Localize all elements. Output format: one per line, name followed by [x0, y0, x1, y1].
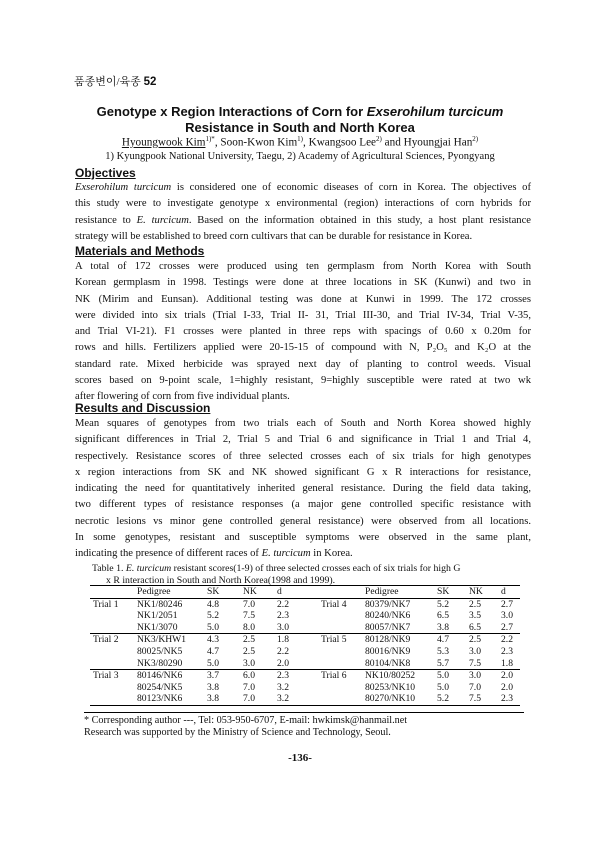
footnote-funding: Research was supported by the Ministry of Science and Technology, Seoul.: [84, 727, 391, 738]
table-cell: 5.0: [437, 670, 449, 682]
author-2-mark: 1): [297, 135, 304, 143]
materials-body: [75, 259, 531, 406]
author-4-mark: 2): [472, 135, 479, 143]
table-cell: d: [498, 586, 520, 599]
table-cell: 4.7: [437, 634, 449, 646]
table-cell: 2.5: [469, 598, 481, 610]
table-cell: 5.7: [434, 658, 466, 670]
table-cell: 5.2: [207, 610, 219, 622]
table-cell: SK: [204, 586, 240, 599]
table-cell: NK3/80290: [134, 658, 204, 670]
table-cell: 3.8: [207, 681, 219, 693]
table-cell: 7.0: [469, 681, 481, 693]
materials-line: rows and hills. Fertilizers applied were 20-15-15 of compound with N, P₂O₅ and K₂O at the: [75, 342, 531, 354]
table-cell: 3.0: [469, 670, 481, 682]
table-cell: 3.0: [274, 622, 318, 634]
table-cell: 2.2: [277, 645, 289, 657]
table-cell: 7.5: [466, 693, 498, 705]
table-row: [90, 622, 520, 634]
table-cell: [318, 610, 362, 622]
table-cell: SK: [434, 586, 466, 599]
table-cell: NK1/2051: [137, 610, 178, 622]
table-cell: 6.0: [243, 670, 255, 682]
table-cell: 80379/NK7: [365, 598, 411, 610]
materials-line: NK (Mirim and Eunsan). Additional testing was done at Kunwi in 1999. The 172 crosses: [75, 293, 531, 305]
table-cell: 2.5: [243, 645, 255, 657]
table-cell: 80016/NK9: [365, 645, 411, 657]
table-cell: [90, 646, 134, 658]
table-cell: 80253/NK10: [365, 681, 416, 693]
table-cell: 1.8: [277, 634, 289, 646]
table-cell: 6.5: [466, 622, 498, 634]
table-cell: 1.8: [498, 658, 520, 670]
line-text: resistance to: [75, 214, 137, 226]
table-cell: 5.2: [437, 598, 449, 610]
table-cell: 3.8: [204, 693, 240, 705]
table-cell: 7.5: [466, 658, 498, 670]
table-cell: 2.7: [501, 598, 513, 610]
table-cell: [90, 682, 134, 694]
table-cell: 5.0: [204, 622, 240, 634]
table-cell: [90, 658, 134, 670]
table-cell: 7.0: [243, 598, 255, 610]
table-row: [90, 610, 520, 622]
table-cell: [318, 658, 362, 670]
line-text: . Based on the information obtained in this study, a host plant resistance: [188, 214, 531, 226]
affiliations: 1) Kyungpook National University, Taegu, 2) Academy of Agricultural Sciences, Pyongyang: [105, 151, 495, 162]
author-3-mark: 2): [376, 135, 382, 143]
table-cell: [90, 693, 134, 705]
table-cell: 80240/NK6: [365, 610, 411, 622]
table-cell: NK1/80246: [137, 598, 183, 610]
objectives-body: [75, 180, 531, 245]
objectives-line: [75, 180, 531, 196]
author-1-mark: 1)*: [205, 135, 215, 143]
table-cell: 7.0: [240, 693, 274, 705]
table-cell: 3.2: [274, 693, 318, 705]
table-row: [90, 670, 520, 682]
species-name: E. turcicum: [136, 214, 189, 226]
table-cell: NK1/3070: [134, 622, 204, 634]
footnote-rule: [84, 712, 524, 713]
materials-line: were divided into six trials (Trial I-33, Trial II- 31, Trial III-30, and Trial IV-34, Trial V-35,: [75, 309, 531, 321]
header-korean: 품종변이/육종: [74, 76, 141, 88]
title-species: Exserohilum turcicum: [366, 104, 504, 119]
line-text: is considered one of economic diseases of corn in Korea. The objectives of: [171, 182, 531, 193]
table-cell: 2.3: [498, 693, 520, 705]
footnote-author: * Corresponding author ---, Tel: 053-950-6707, E-mail: hwkimsk@hanmail.net: [84, 715, 408, 726]
table-row: [90, 682, 520, 694]
materials-line: A total of 172 crosses were produced using ten germplasm from North Korea with South: [75, 261, 531, 272]
results-line: x region interactions from SK and NK showed significant G x R interactions for resistance,: [75, 466, 531, 478]
table-cell: Trial 1: [93, 598, 119, 610]
table-caption: [92, 563, 532, 586]
table-cell: Pedigree: [362, 586, 434, 599]
caption-text: Table 1.: [92, 563, 126, 574]
table-cell: 7.5: [243, 610, 255, 622]
title-line1: Genotype x Region Interactions of Corn for: [96, 104, 367, 119]
objectives-line: [75, 213, 531, 229]
table-cell: [90, 610, 134, 622]
page-number: -136-: [288, 752, 312, 764]
table-cell: [90, 622, 134, 634]
table-cell: [318, 622, 362, 634]
results-line: indicating the need for quantitatively inherited general resistance. During the field data taking,: [75, 483, 531, 495]
table-cell: Pedigree: [134, 586, 204, 599]
table-cell: 80104/NK8: [362, 658, 434, 670]
table-cell: NK10/80252: [365, 670, 416, 682]
table-row: [90, 658, 520, 670]
table-cell: 80057/NK7: [362, 622, 434, 634]
table-cell: 3.5: [469, 610, 481, 622]
running-header: [74, 73, 156, 89]
results-heading: Results and Discussion: [75, 401, 211, 415]
table-cell: [318, 693, 362, 705]
table-cell: 4.7: [207, 645, 219, 657]
line-text: this study were to investigate genotype x environmental (region) interactions of corn hybrids for: [75, 198, 531, 210]
table-cell: Trial 6: [321, 670, 347, 682]
table-row: [90, 646, 520, 658]
author-4: and Hyoungjai Han: [381, 136, 473, 149]
table-cell: 80146/NK6: [137, 670, 183, 682]
table-cell: 5.0: [437, 681, 449, 693]
table-cell: 80123/NK6: [134, 693, 204, 705]
table-row: [90, 634, 520, 646]
table-cell: NK: [240, 586, 274, 599]
materials-line: scores based on 9-point scale, 1=highly resistant, 9=highly susceptible were rated at two wk: [75, 375, 531, 387]
table-cell: 80270/NK10: [362, 693, 434, 705]
author-list: [40, 135, 560, 149]
table-cell: 3.8: [434, 622, 466, 634]
table-cell: 3.2: [277, 681, 289, 693]
table-cell: 5.2: [434, 693, 466, 705]
table-cell: Trial 3: [93, 670, 119, 682]
table-cell: 7.0: [243, 681, 255, 693]
materials-line: Korean germplasm in 1998. Testings were done at three locations in SK (Kunwi) and two in: [75, 277, 531, 289]
table-row: [90, 693, 520, 705]
table-cell: 6.5: [437, 610, 449, 622]
table-cell: 2.5: [469, 634, 481, 646]
objectives-line: [75, 196, 531, 212]
author-3: , Kwangsoo Lee: [303, 136, 377, 149]
species-name: E. turcicum: [261, 548, 311, 560]
materials-heading: Materials and Methods: [75, 244, 205, 258]
table-cell: [318, 682, 362, 694]
objectives-heading: Objectives: [75, 166, 136, 180]
table-cell: 2.7: [498, 622, 520, 634]
line-text: in Korea.: [310, 548, 353, 560]
caption-text: x R interaction in South and North Korea(1998 and 1999).: [106, 574, 336, 586]
table-cell: 2.3: [501, 645, 513, 657]
caption-text: resistant scores(1-9) of three selected crosses each of six trials for high G: [171, 563, 461, 574]
table-cell: 8.0: [240, 622, 274, 634]
table-cell: Trial 4: [321, 598, 347, 610]
table-cell: 5.0: [204, 658, 240, 670]
results-line: respectively. Resistance scores of three selected crosses each of six trials for high genotypes: [75, 450, 531, 462]
author-1: Hyoungwook Kim: [121, 136, 206, 149]
paper-title: [40, 104, 560, 120]
line-text: indicating the presence of different races of: [75, 548, 262, 560]
table-header-row: [90, 586, 520, 599]
table-cell: 3.0: [240, 658, 274, 670]
table-cell: 80025/NK5: [137, 645, 183, 657]
table-cell: [90, 586, 134, 599]
table-cell: NK3/KHW1: [137, 634, 187, 646]
table-cell: 2.0: [501, 670, 513, 682]
materials-line: and Trial VI-21). F1 crosses were planted in three reps with spacings of 0.60 x 0.20m for: [75, 326, 531, 338]
results-line: In some genotypes, resistant and susceptible symptoms were observed in the same plant,: [75, 532, 531, 544]
table-cell: [318, 586, 362, 599]
table-cell: 5.3: [437, 645, 449, 657]
results-line: two different types of resistance responses (a major gene controlled specific resistance with: [75, 499, 531, 511]
table-cell: 2.0: [274, 658, 318, 670]
table-cell: 80254/NK5: [137, 681, 183, 693]
table-cell: 2.5: [243, 634, 255, 646]
materials-line: after flowering of corn from five individual plants.: [75, 391, 290, 403]
table-cell: 80128/NK9: [365, 634, 411, 646]
table-cell: Trial 5: [321, 634, 347, 646]
paper-title-line2: Resistance in South and North Korea: [185, 120, 415, 135]
author-2: , Soon-Kwon Kim: [214, 136, 298, 149]
table-cell: 2.2: [501, 634, 513, 646]
table-cell: 2.2: [277, 598, 289, 610]
table-cell: Trial 2: [93, 634, 119, 646]
species-name: E. turcicum: [125, 563, 172, 574]
table-cell: 2.3: [277, 610, 289, 622]
line-text: strategy will be established to breed corn cultivars that can be durable for resistance in Korea.: [75, 230, 473, 242]
table-cell: 4.3: [207, 634, 219, 646]
results-line: significant differences in Trial 2, Trial 5 and Trial 6 and significance in Trial 1 and Trial 4,: [75, 434, 531, 446]
results-body: [75, 416, 531, 563]
table-cell: 2.3: [277, 670, 289, 682]
table-cell: 2.0: [501, 681, 513, 693]
materials-line: standard rate. Mixed herbicide was sprayed next day of planting to control weeds. Visual: [75, 358, 531, 370]
table-cell: d: [274, 586, 318, 599]
table-cell: [318, 646, 362, 658]
header-number: 52: [143, 76, 157, 88]
table-cell: NK: [466, 586, 498, 599]
table-cell: 3.0: [501, 610, 513, 622]
table-cell: 4.8: [207, 598, 219, 610]
results-table: [90, 585, 520, 706]
objectives-line: [75, 229, 531, 245]
results-line: necrotic lesions vs minor gene controlled general resistance) were observed from all locations.: [75, 515, 531, 527]
table-cell: 3.7: [207, 670, 219, 682]
species-name: Exserohilum turcicum: [75, 182, 172, 193]
table-cell: 3.0: [469, 645, 481, 657]
table-row: [90, 598, 520, 610]
results-line: Mean squares of genotypes from two trials each of South and North Korea showed highly: [75, 418, 531, 429]
results-line: [75, 546, 531, 562]
